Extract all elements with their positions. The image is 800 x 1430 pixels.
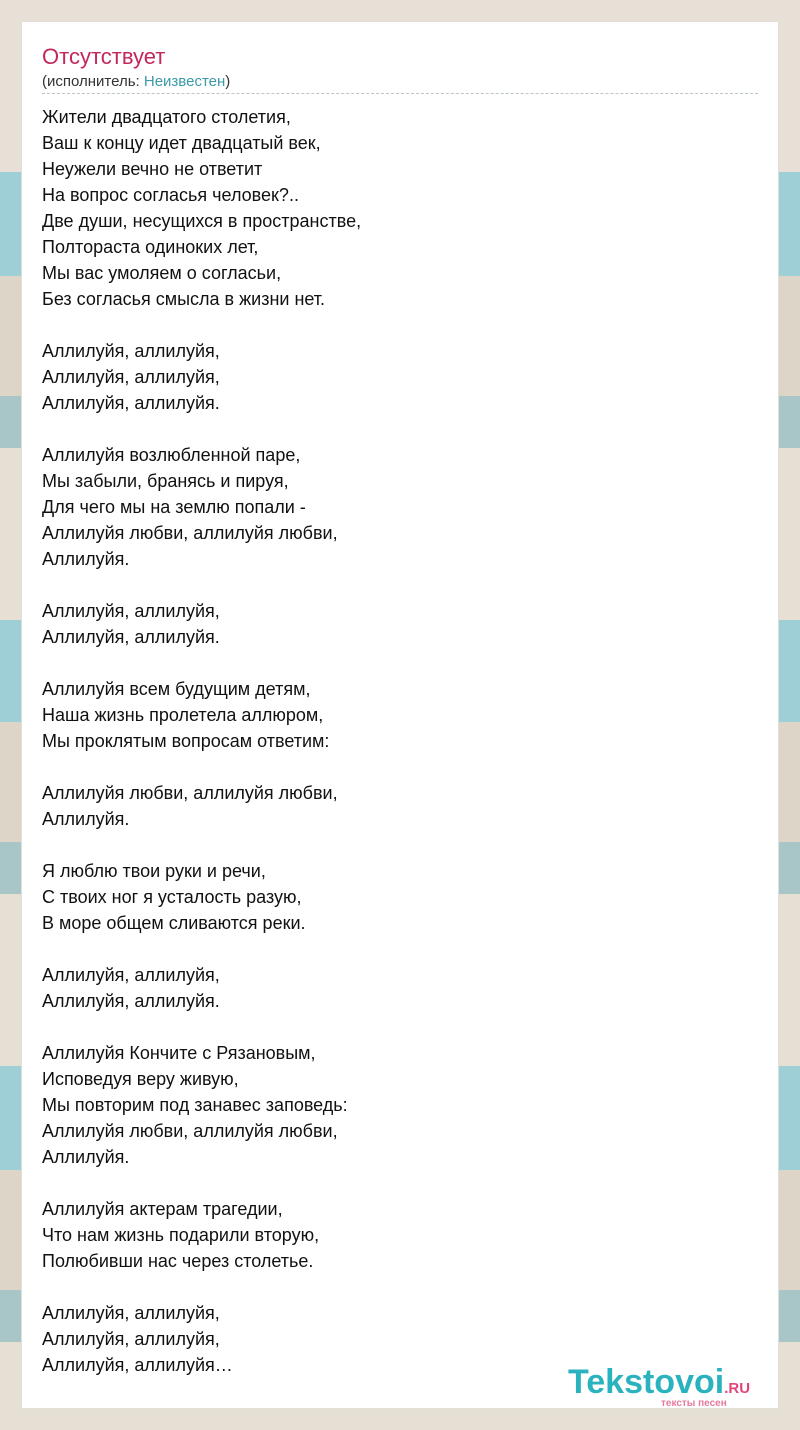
lyrics-line: Исповедуя веру живую,	[42, 1069, 239, 1089]
lyrics-line: С твоих ног я усталость разую,	[42, 887, 302, 907]
lyrics-line: Аллилуйя, аллилуйя,	[42, 367, 220, 387]
lyrics-stanza	[42, 1196, 742, 1274]
lyrics-line: Аллилуйя возлюбленной паре,	[42, 445, 301, 465]
lyrics-line: Аллилуйя, аллилуйя,	[42, 1303, 220, 1323]
lyrics-line: Аллилуйя всем будущим детям,	[42, 679, 311, 699]
lyrics-stanza	[42, 442, 742, 572]
lyrics-line: Аллилуйя.	[42, 549, 130, 569]
lyrics-line: Неужели вечно не ответит	[42, 159, 263, 179]
lyrics-line: Полюбивши нас через столетье.	[42, 1251, 314, 1271]
lyrics-line: На вопрос согласья человек?..	[42, 185, 299, 205]
song-title: Отсутствует	[42, 44, 166, 69]
lyrics-line: Аллилуйя, аллилуйя,	[42, 1329, 220, 1349]
dashed-divider	[42, 93, 758, 94]
artist-link[interactable]: Неизвестен	[143, 73, 226, 90]
lyrics-line: Аллилуйя.	[42, 1147, 130, 1167]
lyrics-line: Аллилуйя актерам трагедии,	[42, 1199, 283, 1219]
lyrics-line: Что нам жизнь подарили вторую,	[42, 1225, 320, 1245]
lyrics-line: Мы забыли, бранясь и пируя,	[42, 471, 289, 491]
lyrics-stanza	[42, 780, 742, 832]
lyrics-line: Мы проклятым вопросам ответим:	[42, 731, 330, 751]
lyrics-stanza	[42, 676, 742, 754]
lyrics-line: Аллилуйя, аллилуйя…	[42, 1355, 233, 1375]
lyrics-line: В море общем сливаются реки.	[42, 913, 306, 933]
lyrics-stanza	[42, 962, 742, 1014]
lyrics-line: Аллилуйя, аллилуйя.	[42, 627, 220, 647]
lyrics-line: Аллилуйя.	[42, 809, 130, 829]
lyrics-line: Аллилуйя любви, аллилуйя любви,	[42, 523, 338, 543]
lyrics-stanza	[42, 338, 742, 416]
lyrics-line: Мы повторим под занавес заповедь:	[42, 1095, 348, 1115]
lyrics-line: Аллилуйя, аллилуйя.	[42, 393, 220, 413]
artist-suffix: )	[225, 73, 231, 90]
lyrics-line: Аллилуйя Кончите с Рязановым,	[42, 1043, 316, 1063]
lyrics-card	[22, 22, 778, 1408]
site-logo[interactable]	[568, 1362, 778, 1408]
lyrics-line: Мы вас умоляем о согласьи,	[42, 263, 282, 283]
lyrics-line: Аллилуйя, аллилуйя,	[42, 601, 220, 621]
lyrics-line: Ваш к концу идет двадцатый век,	[42, 133, 321, 153]
lyrics-line: Без согласья смысла в жизни нет.	[42, 289, 326, 309]
lyrics-line: Жители двадцатого столетия,	[42, 107, 291, 127]
lyrics-stanza	[42, 104, 742, 312]
lyrics-line: Я люблю твои руки и речи,	[42, 861, 266, 881]
lyrics-text	[42, 104, 742, 1378]
lyrics-line: Полтораста одиноких лет,	[42, 237, 259, 257]
lyrics-stanza	[42, 598, 742, 650]
artist-prefix: (исполнитель:	[42, 73, 144, 90]
artist-line	[42, 72, 230, 92]
logo-main-text: Tekstovoi	[568, 1363, 725, 1401]
lyrics-line: Для чего мы на землю попали -	[42, 497, 306, 517]
lyrics-line: Аллилуйя любви, аллилуйя любви,	[42, 783, 338, 803]
lyrics-line: Две души, несущихся в пространстве,	[42, 211, 362, 231]
lyrics-line: Аллилуйя любви, аллилуйя любви,	[42, 1121, 338, 1141]
lyrics-stanza	[42, 1040, 742, 1170]
lyrics-line: Аллилуйя, аллилуйя.	[42, 991, 220, 1011]
lyrics-line: Наша жизнь пролетела аллюром,	[42, 705, 324, 725]
lyrics-stanza	[42, 858, 742, 936]
logo-subtitle: тексты песен	[661, 1398, 727, 1409]
lyrics-line: Аллилуйя, аллилуйя,	[42, 341, 220, 361]
lyrics-line: Аллилуйя, аллилуйя,	[42, 965, 220, 985]
logo-tld: .RU	[724, 1380, 751, 1397]
